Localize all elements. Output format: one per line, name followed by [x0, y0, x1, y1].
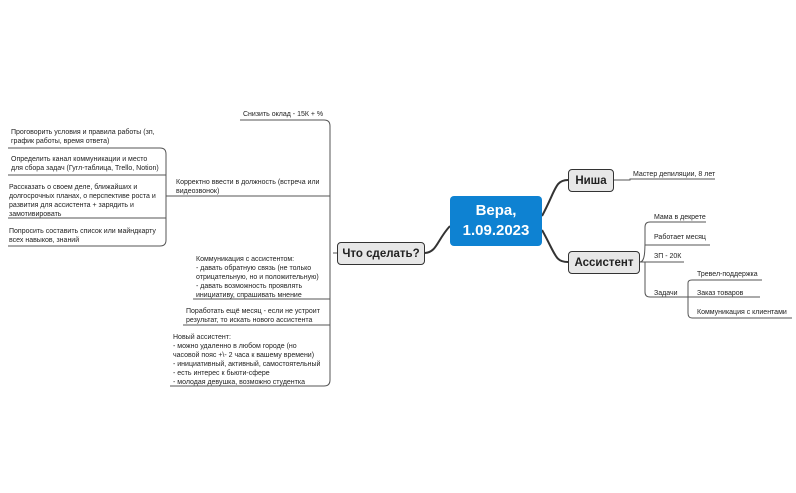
task-travel-support[interactable]: Тревел-поддержка — [697, 271, 758, 278]
assistant-item-salary[interactable]: ЗП - 20К — [654, 253, 682, 260]
todo-salary[interactable]: Снизить оклад - 15К + % — [243, 111, 324, 118]
connector-root-assistant — [542, 230, 568, 262]
assistant-item-month[interactable]: Работает месяц — [654, 234, 706, 241]
assistant-node[interactable]: Ассистент — [568, 251, 640, 274]
todo-communication[interactable]: Коммуникация с ассистентом: - давать обратную связь (не только отрицательную, но и положительную) - давать возможность проявлять инициативу, спрашивать мнение — [196, 256, 319, 299]
onboarding-item-skills-map[interactable]: Попросить составить список или майндкарту всех навыков, знаний — [9, 228, 156, 244]
niche-item-experience[interactable]: Мастер депиляции, 8 лет — [633, 171, 716, 178]
root-node[interactable] — [450, 196, 542, 246]
assistant-item-maternity[interactable]: Мама в декрете — [654, 214, 706, 221]
assistant-tasks-node[interactable]: Задачи — [654, 290, 678, 297]
root-date: 1.09.2023 — [462, 222, 530, 239]
todo-node[interactable]: Что сделать? — [337, 242, 425, 265]
niche-node[interactable]: Ниша — [568, 169, 614, 192]
onboarding-item-conditions[interactable]: Проговорить условия и правила работы (зп, график работы, время ответа) — [11, 129, 155, 145]
connector-root-todo — [425, 226, 450, 253]
onboarding-item-vision[interactable]: Рассказать о своем деле, ближайших и долгосрочных планах, о перспективе роста и развития для ассистента + зарядить и замотивировать — [9, 184, 156, 218]
onboarding-item-channel[interactable]: Определить канал коммуникации и место для сбора задач (Гугл-таблица, Trello, Notion) — [11, 156, 159, 172]
task-client-communication[interactable]: Коммуникация с клиентами — [697, 309, 787, 316]
onboarding-node[interactable]: Корректно ввести в должность (встреча или видеозвонок) — [176, 179, 320, 195]
connector-niche-item — [614, 179, 715, 180]
todo-new-assistant[interactable]: Новый ассистент: - можно удаленно в любом городе (но часовой пояс +\- 2 часа к вашему времени) - инициативный, активный, самостоятельный - есть интерес к бьюти-сфере - молодая девушка, возможно студентка — [173, 334, 321, 386]
root-title: Вера, — [475, 202, 517, 219]
task-order-goods[interactable]: Заказ товаров — [697, 290, 744, 297]
connector-root-niche — [542, 180, 568, 216]
todo-extra-month[interactable]: Поработать ещё месяц - если не устроит результат, то искать нового ассистента — [186, 308, 320, 324]
